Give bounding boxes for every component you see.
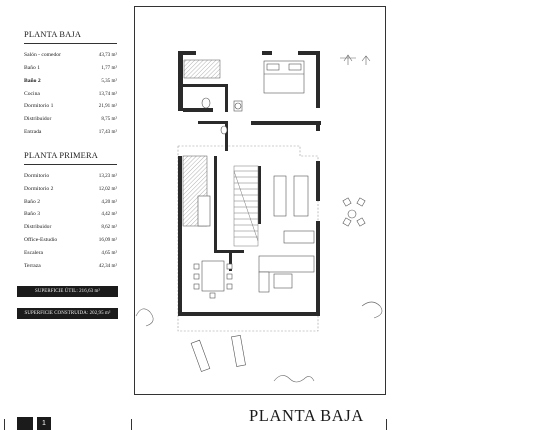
bath-fixtures [202,98,242,134]
footer-mark [17,417,33,430]
crop-mark [131,419,132,430]
crop-mark [386,419,387,430]
section-rule [24,164,117,165]
ground-floor-list [24,49,117,139]
room-row: Distribuidor 8,62 m² [24,224,117,231]
room-row: Distribuidor 8,75 m² [24,116,117,123]
useful-area-box: SUPERFICIE ÚTIL: 216,63 m² [17,286,118,297]
living-furniture [259,176,314,292]
room-row: Dormitorio 13,23 m² [24,172,117,179]
room-row: Dormitorio 1 21,91 m² [24,103,117,110]
room-row: Office-Estudio 16,09 m² [24,237,117,244]
first-floor-list [24,170,117,273]
room-row: Baño 3 4,42 m² [24,211,117,218]
crop-mark [4,419,5,430]
page-title: PLANTA BAJA [249,406,364,425]
room-row: Baño 1 1,77 m² [24,64,117,71]
ground-floor-title: PLANTA BAJA [24,30,82,39]
area-schedule [24,30,117,273]
room-row: Entrada 17,43 m² [24,129,117,136]
room-row: Baño 2 4,20 m² [24,198,117,205]
kitchen-island [198,196,210,226]
bed [264,61,304,93]
floor-plan-drawing [134,6,386,395]
room-row: Baño 2 5,35 m² [24,77,117,84]
built-area-box: SUPERFICIE CONSTRUIDA: 202,95 m² [17,308,118,319]
patio-furniture [343,198,365,226]
wardrobe [184,60,220,78]
sun-loungers [191,335,245,371]
room-row: Dormitorio 2 12,02 m² [24,185,117,192]
section-rule [24,43,117,44]
room-row: Escalera 4,65 m² [24,249,117,256]
dining-set [194,261,232,298]
room-row: Cocina 13,74 m² [24,90,117,97]
first-floor-title: PLANTA PRIMERA [24,150,99,160]
room-row: Salón - comedor 43,73 m² [24,52,117,58]
page-number: 1 [37,417,51,430]
room-row: Terraza 42,34 m² [24,262,117,269]
